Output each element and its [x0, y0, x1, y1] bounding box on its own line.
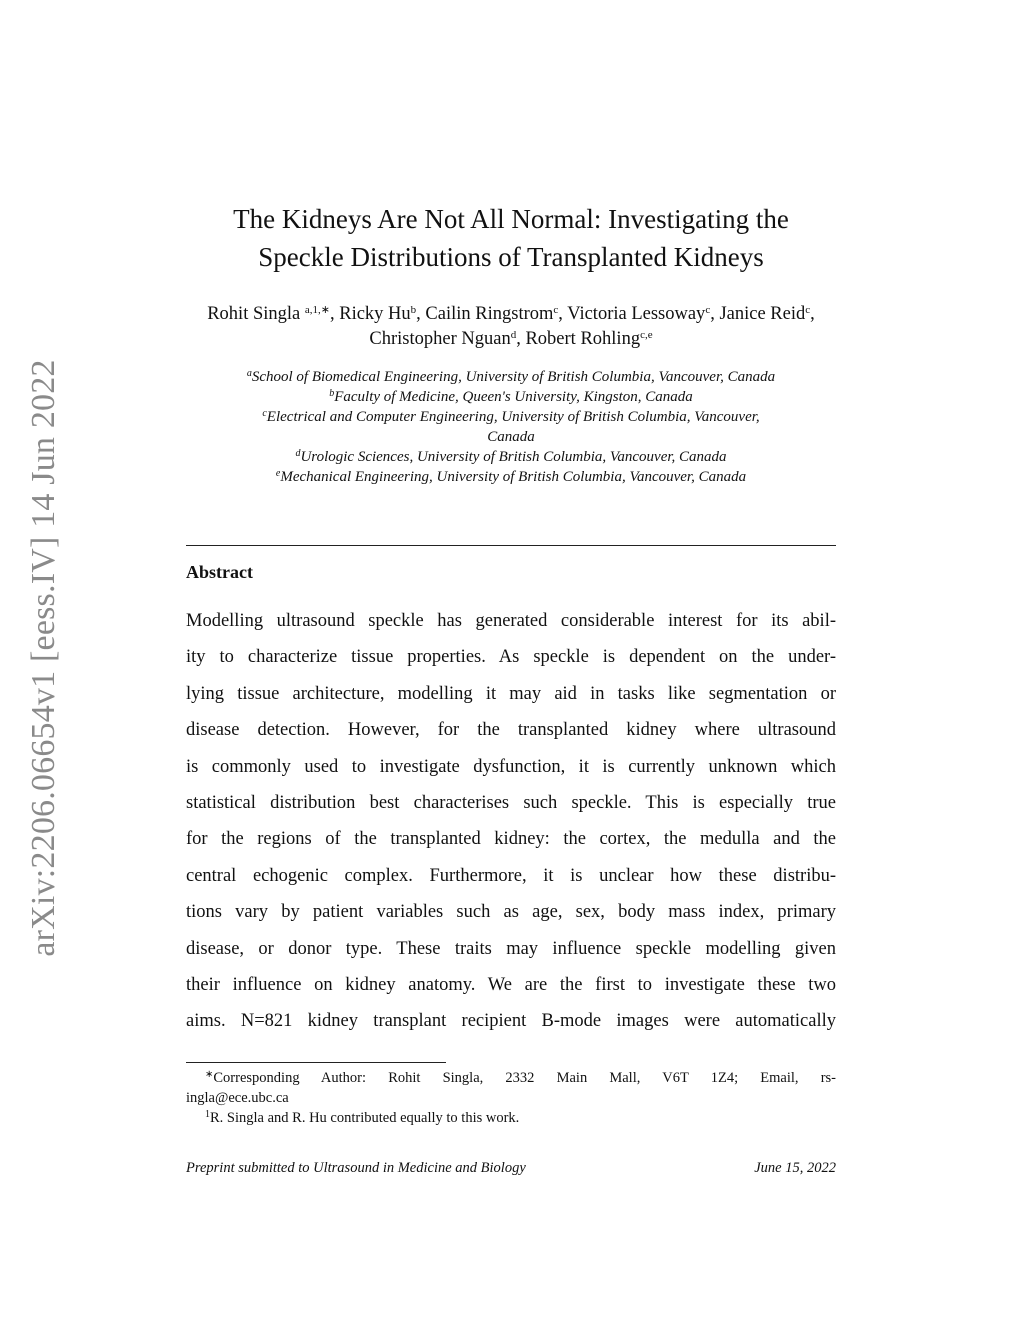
- affiliation: $^d$Urologic Sciences, University of British Columbia, Vancouver, Canada: [295, 448, 727, 465]
- abstract-line: their influence on kidney anatomy. We are the first to investigate these two: [186, 974, 836, 995]
- page-footer: [186, 1160, 836, 1177]
- abstract-line: for the regions of the transplanted kidney: the cortex, the medulla and the: [186, 829, 836, 850]
- abstract-line: Modelling ultrasound speckle has generated considerable interest for its abil-: [186, 611, 836, 631]
- affiliation: $^c$Electrical and Computer Engineering, University of British Columbia, Vancouver,: [262, 408, 760, 425]
- author: Robert Rohling$^{c,e}$: [525, 329, 653, 349]
- abstract-top-rule: [186, 545, 836, 546]
- author: Janice Reid$^c$,: [719, 304, 815, 324]
- journal-note: Preprint submitted to Ultrasound in Medicine and Biology: [186, 1160, 526, 1176]
- abstract-body: [186, 603, 836, 1040]
- abstract-line: disease, or donor type. These traits may influence speckle modelling given: [186, 938, 836, 959]
- abstract-line: tions vary by patient variables such as age, sex, body mass index, primary: [186, 902, 836, 923]
- footnotes: [186, 1068, 836, 1128]
- affiliation: $^e$Mechanical Engineering, University of British Columbia, Vancouver, Canada: [275, 468, 747, 485]
- author: Cailin Ringstrom$^c$,: [425, 304, 568, 324]
- corresponding-email: ingla@ece.ubc.ca: [186, 1090, 289, 1106]
- abstract-line: disease detection. However, for the transplanted kidney where ultrasound: [186, 720, 836, 741]
- abstract-line: aims. N=821 kidney transplant recipient B-mode images were automatically: [186, 1011, 836, 1032]
- abstract-line: ity to characterize tissue properties. As speckle is dependent on the under-: [186, 647, 836, 668]
- arxiv-identifier: arXiv:2206.06654v1 [eess.IV] 14 Jun 2022: [25, 359, 62, 957]
- author: Rohit Singla $^{a,1,∗}$,: [207, 304, 340, 324]
- abstract-line: central echogenic complex. Furthermore, it is unclear how these distribu-: [186, 865, 836, 886]
- abstract-line: statistical distribution best characterises such speckle. This is especially true: [186, 792, 836, 813]
- affiliation: $^b$Faculty of Medicine, Queen's University, Kingston, Canada: [329, 388, 693, 405]
- author: Christopher Nguan$^d$,: [369, 329, 526, 349]
- title-line-1: The Kidneys Are Not All Normal: Investigating the: [233, 204, 789, 234]
- paper-title: [186, 200, 836, 276]
- corresponding-author-footnote: ∗Corresponding Author: Rohit Singla, 2332 Main Mall, V6T 1Z4; Email, rs- ingla@ece.ubc.ca: [186, 1069, 836, 1106]
- author-list: [186, 302, 836, 352]
- title-line-2: Speckle Distributions of Transplanted Kidneys: [258, 242, 764, 272]
- footer-date: June 15, 2022: [754, 1160, 836, 1176]
- equal-contribution-footnote: $^1$R. Singla and R. Hu contributed equally to this work.: [205, 1109, 520, 1126]
- author: Ricky Hu$^b$,: [339, 304, 426, 324]
- affiliation: Canada: [487, 429, 535, 445]
- affiliation: $^a$School of Biomedical Engineering, University of British Columbia, Vancouver, Canada: [246, 368, 776, 385]
- affiliation-list: [186, 367, 836, 487]
- abstract-line: lying tissue architecture, modelling it may aid in tasks like segmentation or: [186, 683, 836, 704]
- author: Victoria Lessoway$^c$,: [567, 304, 720, 324]
- footnote-rule: [186, 1062, 446, 1063]
- abstract-line: is commonly used to investigate dysfunction, it is currently unknown which: [186, 756, 836, 777]
- abstract-heading: Abstract: [186, 562, 253, 582]
